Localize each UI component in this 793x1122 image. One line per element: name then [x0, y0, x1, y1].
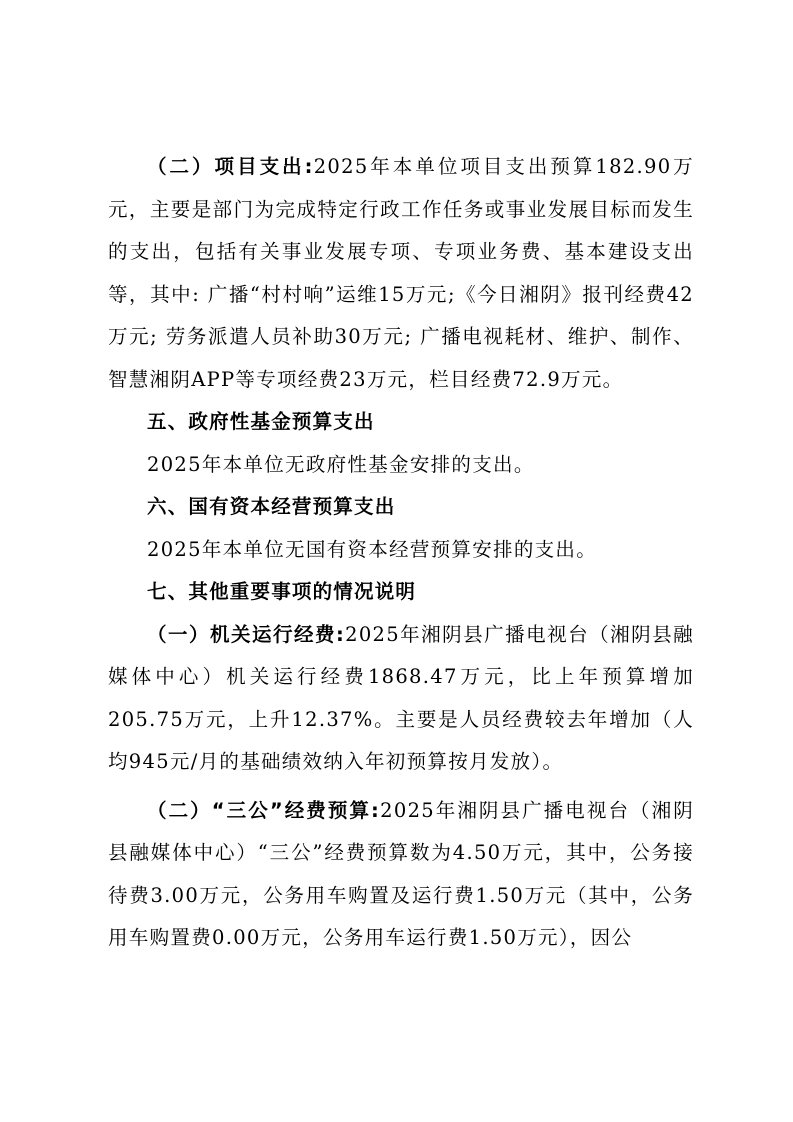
operating-costs-paragraph [108, 614, 694, 784]
project-expenditure-paragraph [108, 146, 694, 401]
three-public-paragraph [108, 790, 694, 960]
section-5-text: 2025年本单位无政府性基金安排的支出。 [147, 452, 535, 476]
project-expenditure-text: 2025年本单位项目支出预算182.90万元，主要是部门为完成特定行政工作任务或事业发展目标而发生的支出，包括有关事业发展专项、专项业务费、基本建设支出等，其中: 广播“村村响”运维15万元;《今日湘阴》报刊经费42万元; 劳务派遣人员补助30万元; 广播电视耗材、维护、制作、智慧湘阴APP等专项经费23万元，栏目经费72.9万元。 [108, 155, 694, 391]
section-7-heading: 七、其他重要事项的情况说明 [147, 580, 417, 603]
section-5-heading: 五、政府性基金预算支出 [147, 410, 375, 433]
section-6-heading: 六、国有资本经营预算支出 [147, 495, 396, 518]
three-public-text: 2025年湘阴县广播电视台（湘阴县融媒体中心）“三公”经费预算数为4.50万元，其中，公务接待费3.00万元，公务用车购置及运行费1.50万元（其中，公务用车购置费0.00万元，公务用车运行费1.50万元），因公 [108, 798, 694, 949]
operating-costs-text: 2025年湘阴县广播电视台（湘阴县融媒体中心）机关运行经费1868.47万元，比上年预算增加205.75万元，上升12.37%。主要是人员经费较去年增加（人均945元/月的基础绩效纳入年初预算按月发放）。 [108, 622, 694, 773]
section-6-text: 2025年本单位无国有资本经营预算安排的支出。 [147, 537, 598, 561]
operating-costs-lead: （一）机关运行经费: [147, 622, 346, 646]
project-expenditure-lead: （二）项目支出: [147, 155, 314, 178]
three-public-lead: （二）“三公”经费预算: [147, 798, 381, 822]
document-body [108, 146, 694, 960]
